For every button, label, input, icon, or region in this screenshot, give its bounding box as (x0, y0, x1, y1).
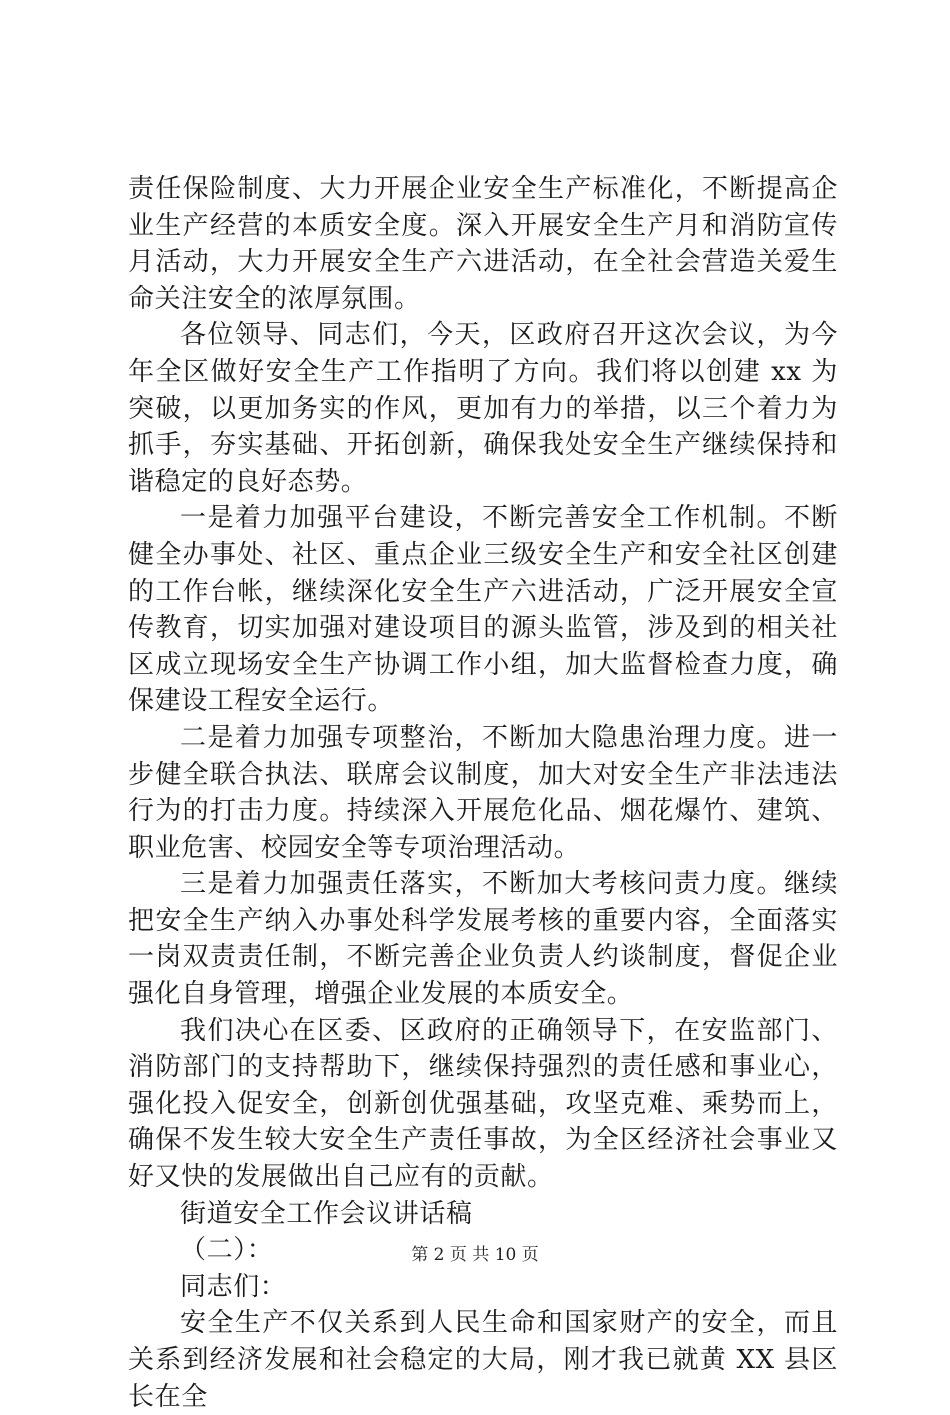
paragraph-continued: 责任保险制度、大力开展企业安全生产标准化，不断提高企业生产经营的本质安全度。深入开展安全生产月和消防宣传月活动，大力开展安全生产六进活动，在全社会营造关爱生命关注安全的浓厚氛围。 (128, 174, 838, 314)
page-number-label: 第 2 页 共 10 页 (411, 1245, 539, 1265)
paragraph-point-one: 一是着力加强平台建设，不断完善安全工作机制。不断健全办事处、社区、重点企业三级安全生产和安全社区创建的工作台帐，继续深化安全生产六进活动，广泛开展安全宣传教育，切实加强对建设项目的源头监管，涉及到的相关社区成立现场安全生产协调工作小组，加大监督检查力度，确保建设工程安全运行。 (128, 503, 838, 717)
paragraph-point-two: 二是着力加强专项整治，不断加大隐患治理力度。进一步健全联合执法、联席会议制度，加大对安全生产非法违法行为的打击力度。持续深入开展危化品、烟花爆竹、建筑、职业危害、校园安全等专项治理活动。 (128, 722, 838, 863)
section-title: 街道安全工作会议讲话稿 (180, 1198, 473, 1229)
document-body (128, 171, 838, 1415)
salutation: 同志们： (180, 1271, 287, 1302)
paragraph-conclusion: 我们决心在区委、区政府的正确领导下，在安监部门、消防部门的支持帮助下，继续保持强烈的责任感和事业心，强化投入促安全，创新创优强基础，攻坚克难、乘势而上，确保不发生较大安全生产责任事故，为全区经济社会事业又好又快的发展做出自己应有的贡献。 (128, 1015, 838, 1193)
section-number: （二）： (180, 1235, 274, 1266)
paragraph-point-three: 三是着力加强责任落实，不断加大考核问责力度。继续把安全生产纳入办事处科学发展考核的重要内容，全面落实一岗双责责任制，不断完善企业负责人约谈制度，督促企业强化自身管理，增强企业发展的本质安全。 (128, 869, 838, 1010)
page-footer (0, 1244, 950, 1266)
paragraph-introduction: 各位领导、同志们，今天，区政府召开这次会议，为今年全区做好安全生产工作指明了方向。我们将以创建 xx 为突破，以更加务实的作风，更加有力的举措，以三个着力为抓手，夯实基础、开拓创新，确保我处安全生产继续保持和谐稳定的良好态势。 (128, 320, 838, 497)
paragraph-opening: 安全生产不仅关系到人民生命和国家财产的安全，而且关系到经济发展和社会稳定的大局，刚才我已就黄 XX 县区长在全 (128, 1308, 838, 1412)
